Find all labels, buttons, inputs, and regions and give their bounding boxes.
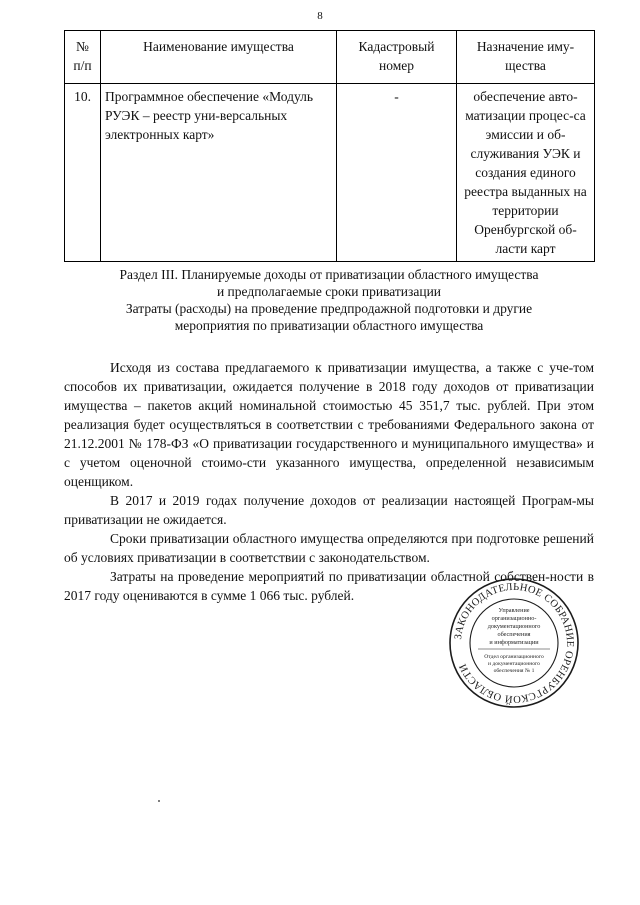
header-number: № п/п — [65, 31, 101, 84]
stamp-inner-line: Управление — [498, 607, 530, 614]
row-purpose: обеспечение авто-матизации процес-са эмиссии и об-служивания УЭК и создания единого реестра выданных на территории Оренбургской об-ласти карт — [457, 84, 595, 262]
paragraph: Сроки приватизации областного имущества определяются при подготовке решений об условиях приватизации в соответствии с законодательством. — [64, 531, 594, 565]
section-heading-line: Раздел III. Планируемые доходы от приватизации областного имущества — [119, 267, 539, 282]
stamp-inner-line: организационно- — [491, 615, 537, 622]
stamp-inner-line: и информатизации — [489, 639, 539, 646]
stamp-inner-line: и документационного — [488, 661, 540, 667]
section-heading-line: Затраты (расходы) на проведение предпродажной подготовки и другие — [125, 301, 533, 316]
property-table — [64, 30, 595, 262]
header-property-name: Наименование имущества — [101, 31, 337, 84]
stamp-graphic — [448, 577, 580, 709]
page-number: 8 — [317, 10, 323, 22]
section-heading — [64, 266, 594, 334]
stamp-inner-line: обеспечения № 1 — [493, 668, 535, 674]
table-header-row — [65, 31, 595, 84]
table-row — [65, 84, 595, 262]
scan-speck — [158, 800, 160, 802]
paragraph: В 2017 и 2019 годах получение доходов от реализации настоящей Програм-мы приватизации не ожидается. — [64, 493, 594, 527]
stamp-ring-text: ЗАКОНОДАТЕЛЬНОЕ СОБРАНИЕ ОРЕНБУРГСКОЙ ОБЛАСТИ — [453, 581, 576, 705]
header-purpose: Назначение иму-щества — [457, 31, 595, 84]
row-property-name: Программное обеспечение «Модуль РУЭК – реестр уни-версальных электронных карт» — [101, 84, 337, 262]
body-text — [64, 358, 594, 605]
row-cadastral-number: - — [337, 84, 457, 262]
stamp-inner-line: обеспечения — [497, 631, 531, 638]
stamp-inner-line: документационного — [487, 623, 541, 630]
stamp-inner-line: Отдел организационного — [484, 654, 544, 660]
section-heading-line: и предполагаемые сроки приватизации — [216, 284, 442, 299]
row-number: 10. — [65, 84, 101, 262]
official-stamp — [448, 577, 580, 709]
paragraph: Затраты на проведение мероприятий по приватизации областной собствен-ности в 2017 году оцениваются в сумме 1 066 тыс. рублей. — [64, 569, 594, 603]
paragraph: Исходя из состава предлагаемого к приватизации имущества, а также с уче-том способов их приватизации, ожидается получение в 2018 году доходов от приватизации имущества – пакетов акций номинальной стоимостью 45 351,7 тыс. рублей. При этом реализация будет осуществляться в соответствии с требованиями Федерального закона от 21.12.2001 № 178-ФЗ «О приватизации государственного и муниципального имущества» и с учетом оценочной стоимо-сти указанного имущества, определенной независимым оценщиком. — [64, 360, 594, 489]
section-heading-line: мероприятия по приватизации областного имущества — [174, 318, 484, 333]
header-cadastral-number: Кадастровый номер — [337, 31, 457, 84]
